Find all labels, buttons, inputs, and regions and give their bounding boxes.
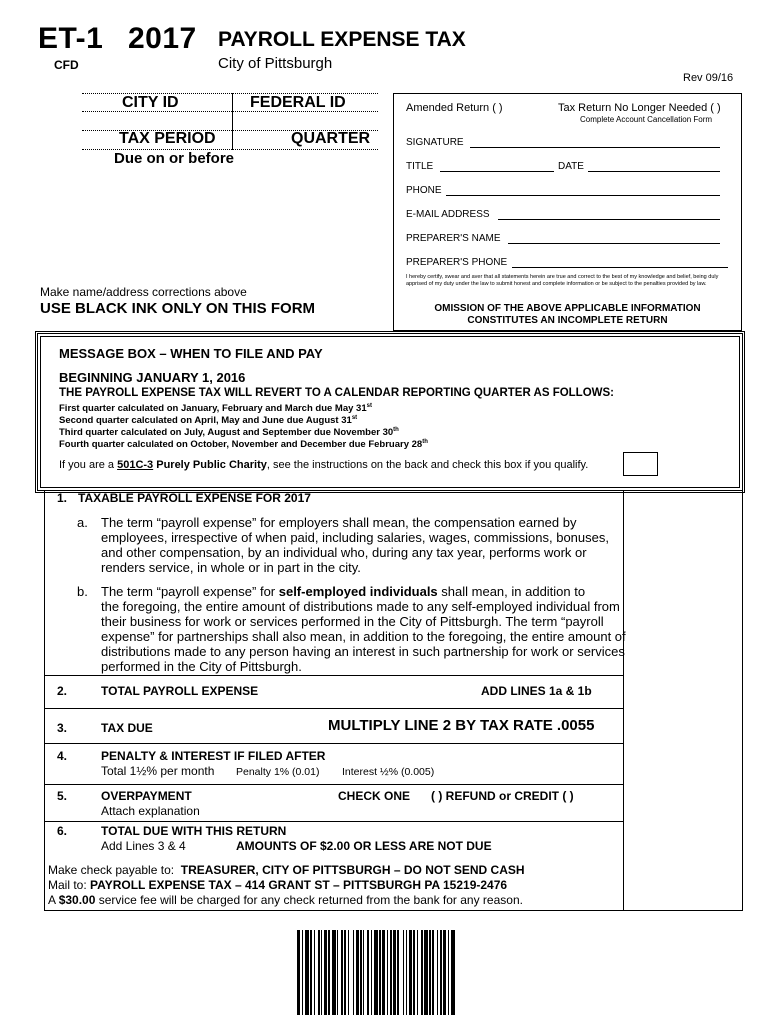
revision-label: Rev 09/16 (683, 72, 734, 84)
form-title: PAYROLL EXPENSE TAX (218, 28, 466, 51)
line-5-attach-note: Attach explanation (101, 804, 200, 818)
preparer-phone-field[interactable] (512, 267, 728, 268)
line-4-number: 4. (57, 749, 68, 763)
preparer-name-label: PREPARER'S NAME (406, 233, 501, 244)
cfd-label: CFD (54, 58, 79, 72)
federal-id-label: FEDERAL ID (250, 94, 346, 111)
line-6-title: TOTAL DUE WITH THIS RETURN (101, 824, 287, 838)
line-1a-text-3: and other compensation, by an individual who, during any tax year, performs work or (101, 545, 587, 560)
phone-label: PHONE (406, 185, 442, 196)
fee-note: A $30.00 service fee will be charged for any check returned from the bank for any reason. (48, 893, 523, 907)
line-4-title: PENALTY & INTEREST IF FILED AFTER (101, 749, 326, 763)
line-6-add-lines: Add Lines 3 & 4 (101, 839, 186, 853)
certification-text: I hereby certify, swear and aver that all statements herein are true and correct to the best of my knowledge and belief, being duly apprised of my duty under the law to submit honest and complete information or be subject to the penalties provided by law. (406, 274, 719, 287)
date-field[interactable] (588, 171, 720, 172)
mail-note: Mail to: PAYROLL EXPENSE TAX – 414 GRANT ST – PITTSBURGH PA 15219-2476 (48, 878, 508, 892)
tax-period-label: TAX PERIOD (119, 130, 216, 147)
quarter-4-note: Fourth quarter calculated on October, November and December due February 28th (59, 439, 428, 451)
omission-notice-line-2: CONSTITUTES AN INCOMPLETE RETURN (467, 315, 668, 326)
form-year: 2017 (128, 22, 197, 55)
line-1-number: 1. (57, 491, 68, 505)
amended-return-checkbox[interactable]: Amended Return ( ) (406, 102, 503, 114)
preparer-phone-label: PREPARER'S PHONE (406, 257, 508, 268)
id-box (82, 93, 378, 150)
address-corrections-note: Make name/address corrections above (40, 285, 247, 299)
charity-checkbox[interactable] (623, 452, 658, 476)
line-1b-text-6: performed in the City of Pittsburgh. (101, 659, 302, 674)
message-box (37, 333, 743, 491)
date-label: DATE (558, 161, 584, 172)
message-title: MESSAGE BOX – WHEN TO FILE AND PAY (59, 346, 323, 361)
line-1b-text-4: expense” for partnerships shall also mean, in addition to the foregoing, the entire amount of (101, 629, 626, 644)
signature-field[interactable] (470, 147, 720, 148)
email-label: E-MAIL ADDRESS (406, 209, 490, 220)
title-field[interactable] (440, 171, 554, 172)
line-1b-text-2: the foregoing, the entire amount of distributions made to any self-employed individual from (101, 599, 620, 614)
signature-box (393, 93, 742, 331)
line-2-title: TOTAL PAYROLL EXPENSE (101, 684, 259, 698)
phone-field[interactable] (446, 195, 720, 196)
signature-label: SIGNATURE (406, 137, 464, 148)
line-5-number: 5. (57, 789, 68, 803)
charity-note: If you are a 501C-3 Purely Public Charity, see the instructions on the back and check this box if you qualify. (59, 459, 589, 471)
title-label: TITLE (406, 161, 434, 172)
line-1b-letter: b. (77, 584, 88, 599)
revert-notice: THE PAYROLL EXPENSE TAX WILL REVERT TO A CALENDAR REPORTING QUARTER AS FOLLOWS: (59, 387, 615, 399)
form-code: ET-1 (38, 22, 104, 55)
barcode (297, 930, 619, 1015)
line-5-check-one: CHECK ONE (338, 789, 411, 803)
line-1a-text-1: The term “payroll expense” for employers shall mean, the compensation earned by (101, 515, 577, 530)
line-4-interest-rate: Interest ½% (0.005) (342, 766, 435, 778)
preparer-name-field[interactable] (508, 243, 720, 244)
payable-note: Make check payable to: TREASURER, CITY OF PITTSBURGH – DO NOT SEND CASH (48, 863, 525, 877)
line-1a-text-4: renders service, in whole or in part in the city. (101, 560, 361, 575)
cancellation-note: Complete Account Cancellation Form (580, 115, 713, 124)
beginning-date: BEGINNING JANUARY 1, 2016 (59, 370, 246, 385)
quarter-1-note: First quarter calculated on January, February and March due May 31st (59, 403, 372, 415)
omission-notice-line-1: OMISSION OF THE ABOVE APPLICABLE INFORMATION (434, 303, 701, 314)
quarter-2-note: Second quarter calculated on April, May and June due August 31st (59, 415, 358, 427)
line-2-instruction: ADD LINES 1a & 1b (481, 684, 592, 698)
line-1-title: TAXABLE PAYROLL EXPENSE FOR 2017 (78, 491, 311, 505)
line-3-instruction: MULTIPLY LINE 2 BY TAX RATE .0055 (328, 717, 595, 734)
city-name: City of Pittsburgh (218, 55, 333, 72)
tax-lines-table (44, 491, 743, 911)
line-1a-letter: a. (77, 515, 88, 530)
line-4-total-rate: Total 1½% per month (101, 764, 215, 778)
line-6-minimum-note: AMOUNTS OF $2.00 OR LESS ARE NOT DUE (236, 839, 492, 853)
line-3-title: TAX DUE (101, 721, 153, 735)
line-1b-text-1: The term “payroll expense” for self-employed individuals shall mean, in addition to (101, 584, 586, 599)
email-field[interactable] (498, 219, 720, 220)
city-id-label: CITY ID (122, 94, 179, 111)
line-5-refund-credit-options[interactable]: ( ) REFUND or CREDIT ( ) (431, 789, 574, 803)
quarter-3-note: Third quarter calculated on July, August and September due November 30th (59, 427, 399, 439)
quarter-label: QUARTER (291, 130, 371, 147)
due-label: Due on or before (114, 150, 235, 167)
line-1b-text-3: their business for work or services performed in the City of Pittsburgh. The term “payroll (101, 614, 604, 629)
black-ink-notice: USE BLACK INK ONLY ON THIS FORM (40, 300, 316, 317)
line-1a-text-2: employees, irrespective of when paid, including salaries, wages, commissions, bonuses, (101, 530, 609, 545)
line-3-number: 3. (57, 721, 68, 735)
line-5-title: OVERPAYMENT (101, 789, 192, 803)
line-6-number: 6. (57, 824, 68, 838)
line-2-number: 2. (57, 684, 68, 698)
no-longer-needed-checkbox[interactable]: Tax Return No Longer Needed ( ) (558, 102, 721, 114)
line-1b-text-5: distributions made to any person having an interest in such partnership for work or services (101, 644, 625, 659)
line-4-penalty-rate: Penalty 1% (0.01) (236, 766, 320, 778)
